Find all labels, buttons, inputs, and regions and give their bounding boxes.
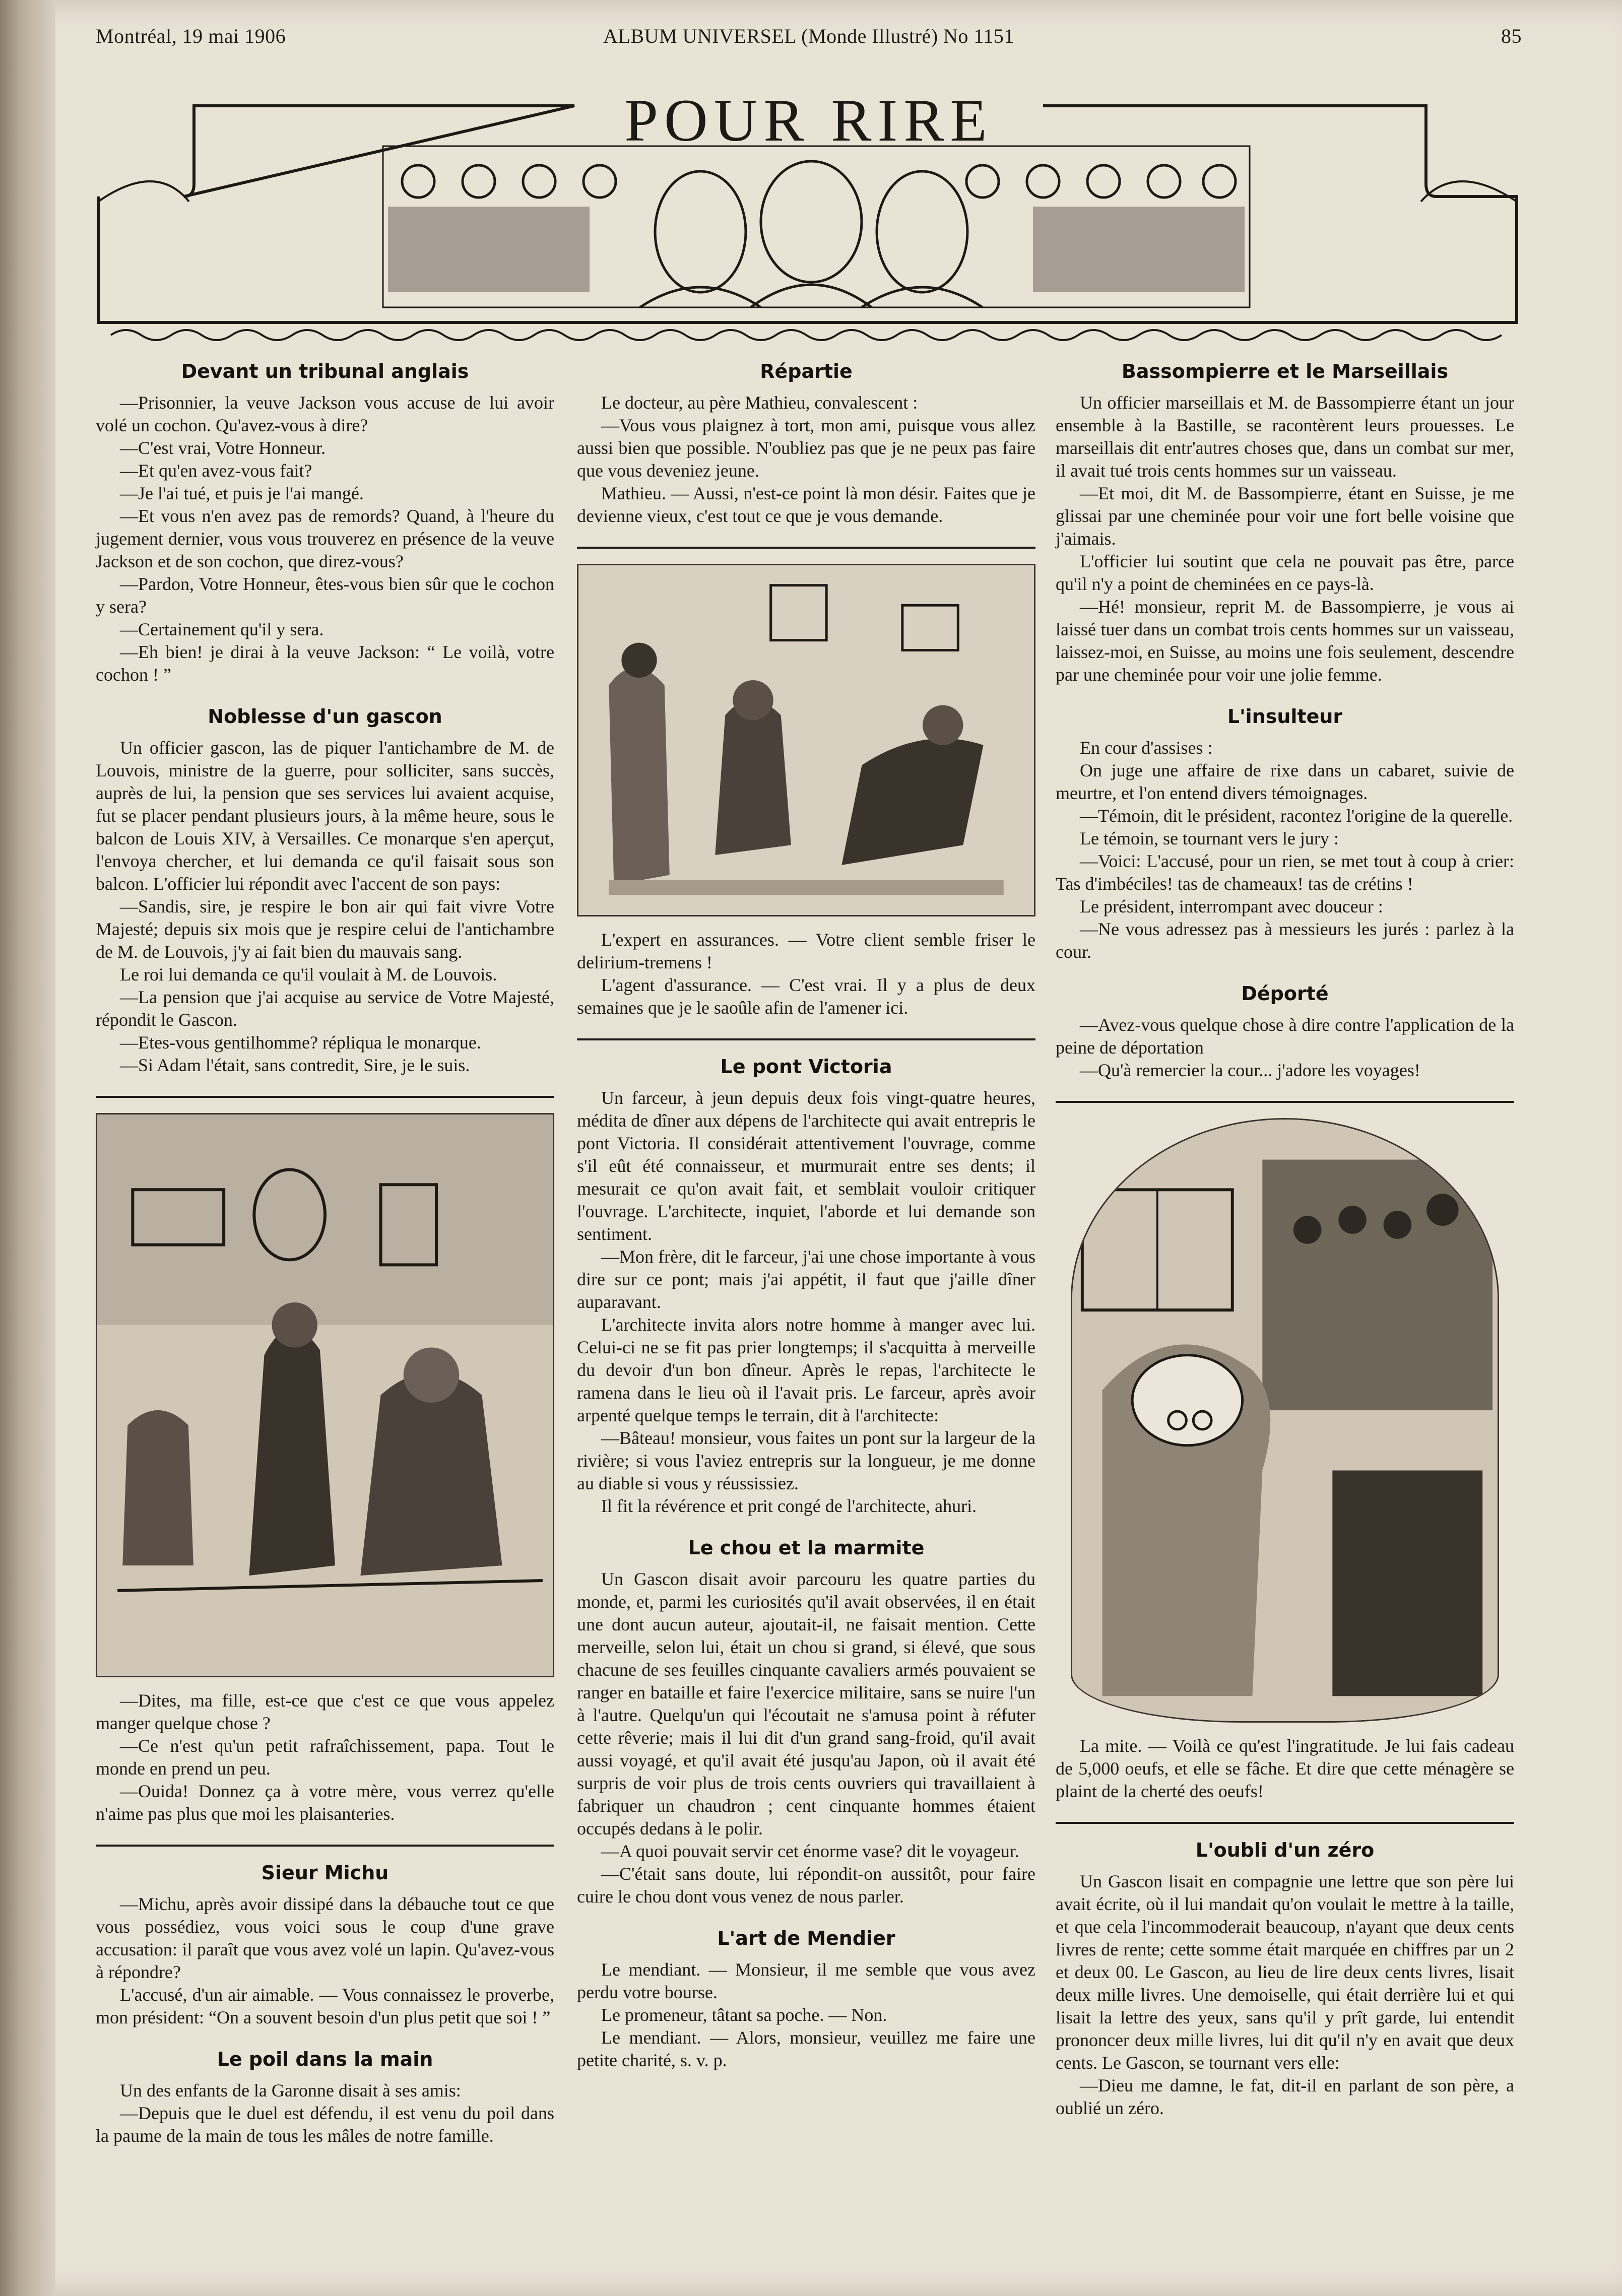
paragraph: —Dieu me damne, le fat, dit-il en parlant de son père, a oublié un zéro.	[1056, 2075, 1514, 2118]
header-date: Montréal, 19 mai 1906	[96, 25, 286, 47]
paragraph: Le promeneur, tâtant sa poche. — Non.	[601, 2005, 887, 2025]
divider-rule	[1056, 1822, 1514, 1824]
article-gascon	[96, 705, 554, 1077]
article-deporte	[1056, 982, 1514, 1082]
paragraph: —Depuis que le duel est défendu, il est venu du poil dans la paume de la main de tous les mâles de notre famille.	[96, 2103, 554, 2146]
divider-rule	[577, 547, 1035, 549]
illustration-dining-room	[96, 1113, 554, 1677]
paragraph: Il fit la révérence et prit congé de l'architecte, ahuri.	[601, 1496, 977, 1516]
article-title: L'insulteur	[1227, 705, 1343, 728]
paragraph: Un officier marseillais et M. de Bassompierre étant un jour ensemble à la Bastille, se racontèrent leurs prouesses. Le marseillais dit entr'autres choses que, dans un combat sur mer, il avait tué trois cents hommes sur un vaisseau.	[1056, 392, 1514, 481]
paragraph: —Dites, ma fille, est-ce que c'est ce que vous appelez manger quelque chose ?	[96, 1690, 554, 1733]
paragraph: Le président, interrompant avec douceur :	[1080, 896, 1383, 916]
paragraph: —Michu, après avoir dissipé dans la débauche tout ce que vous possédiez, vous voici sous le coup d'une grave accusation: il paraît que vous avez volé un lapin. Qu'avez-vous à répondre?	[96, 1894, 554, 1982]
paragraph: L'architecte invita alors notre homme à manger avec lui. Celui-ci ne se fit pas prier longtemps; il s'acquitta à merveille du devoir d'un bon dîneur. Après le repas, l'architecte le ramena dans le lieu où il l'avait pris. Le farceur, après avoir arpenté quelque temps le terrain, dit à l'architecte:	[577, 1315, 1035, 1425]
article-zero	[1056, 1839, 1514, 2120]
paragraph: Le mendiant. — Monsieur, il me semble que vous avez perdu votre bourse.	[577, 1959, 1035, 2002]
header-publication: ALBUM UNIVERSEL (Monde Illustré) No 1151	[603, 25, 1014, 47]
masthead-title: POUR RIRE	[624, 87, 993, 154]
paragraph: Un Gascon lisait en compagnie une lettre que son père lui avait écrite, où il lui mandait qu'on voulait le mettre à la taille, et que cela l'incommoderait beaucoup, n'ayant que deux cents livres de rente; cette somme était marquée en chiffres par un 2 et deux 00. Le Gascon, au lieu de lire deux cents livres, lisait deux mille livres. Une demoiselle, qui était derrière lui et qui lisait la lettre des yeux, sans qu'il y prît garde, lui entendit prononcer deux mille livres, lui dit qu'il n'y en avait que deux cents. Le Gascon, se tournant vers elle:	[1056, 1871, 1514, 2073]
paragraph: —Et vous n'en avez pas de remords? Quand, à l'heure du jugement dernier, vous vous trouverez en présence de la veuve Jackson et de son cochon, que direz-vous?	[96, 506, 554, 571]
article-title: Devant un tribunal anglais	[181, 360, 469, 382]
divider-rule	[1056, 1101, 1514, 1103]
paragraph: Un Gascon disait avoir parcouru les quatre parties du monde, et, parmi les curiosités qu'il avait observées, il en était une dont aucun auteur, ajoutait-il, ne faisait mention. Cette merveille, selon lui, était un chou si grand, si élevé, que sous chacune de ses feuilles cinquante cavaliers armés pouvaient se ranger en bataille et faire l'exercice militaire, sans se nuire l'un à l'autre. Quelqu'un qui l'écoutait ne s'amusa point à réfuter cette rêverie; mais il lui dit d'un grand sang-froid, qu'il avait aussi voyagé, et qu'il avait été jusqu'au Japon, où il avait été surpris de voir plus de trois cents ouvriers qui travaillaient à fabriquer un chaudron ; cent cinquante hommes étaient occupés dedans à le polir.	[577, 1569, 1035, 1839]
paragraph: Un des enfants de la Garonne disait à ses amis:	[120, 2080, 461, 2101]
paragraph: —Voici: L'accusé, pour un rien, se met tout à coup à crier: Tas d'imbéciles! tas de chameaux! tas de crétins !	[1056, 851, 1514, 894]
paragraph: Le roi lui demanda ce qu'il voulait à M. de Louvois.	[120, 964, 497, 985]
paragraph: L'agent d'assurance. — C'est vrai. Il y a plus de deux semaines que je le saoûle afin de l'amener ici.	[577, 975, 1035, 1018]
caption-insurance	[577, 929, 1035, 1019]
paragraph: Le docteur, au père Mathieu, convalescent :	[601, 392, 918, 413]
paragraph: Un farceur, à jeun depuis deux fois vingt-quatre heures, médita de dîner aux dépens de l'architecte qui avait entrepris le pont Victoria. Il considérait attentivement l'ouvrage, comme s'il eût été connaisseur, et murmurait entre ses dents; il mesurait ce qu'on avait fait, et semblait vouloir critiquer l'ouvrage. L'architecte, inquiet, l'aborde et lui demande son sentiment.	[577, 1088, 1035, 1244]
paragraph: —Etes-vous gentilhomme? répliqua le monarque.	[120, 1032, 481, 1053]
book-spine	[0, 0, 55, 2296]
paragraph: Un officier gascon, las de piquer l'antichambre de M. de Louvois, ministre de la guerre, pour solliciter, sans succès, auprès de lui, la pension que ses services lui avaient acquise, fut se placer pendant plusieurs jours, à la même heure, sous le balcon de Louis XIV, à Versailles. Ce monarque s'en aperçut, l'envoya chercher, et lui demanda ce qu'il faisait sous son balcon. L'officier lui répondit avec l'accent de son pays:	[96, 738, 554, 894]
paragraph: —Je l'ai tué, et puis je l'ai mangé.	[120, 483, 364, 503]
article-michu	[96, 1862, 554, 2029]
article-title: L'oubli d'un zéro	[1195, 1839, 1375, 1861]
illustration-insurance-office	[577, 564, 1035, 916]
paragraph: L'accusé, d'un air aimable. — Vous connaissez le proverbe, mon président: “On a souvent besoin d'un plus petit que soi ! ”	[96, 1985, 554, 2027]
divider-rule	[577, 1038, 1035, 1040]
running-header	[96, 24, 1522, 54]
paragraph: Mathieu. — Aussi, n'est-ce point là mon désir. Faites que je devienne vieux, c'est tout ce que je vous demande.	[577, 483, 1035, 526]
paragraph: —Et qu'en avez-vous fait?	[120, 461, 312, 481]
paragraph: L'officier lui soutint que cela ne pouvait pas être, parce qu'il n'y a point de cheminées en ce pays-là.	[1056, 551, 1514, 594]
paragraph: —Sandis, sire, je respire le bon air qui fait vivre Votre Majesté; depuis six mois que je respire celui de l'antichambre de M. de Louvois, j'y ai fait bien du mauvais sang.	[96, 896, 554, 962]
paragraph: —Certainement qu'il y sera.	[120, 619, 324, 639]
article-mendier	[577, 1927, 1035, 2072]
paragraph: —Et moi, dit M. de Bassompierre, étant en Suisse, je me glissai par une cheminée pour voir une fort belle voisine que j'aimais.	[1056, 483, 1514, 549]
article-bassompierre	[1056, 360, 1514, 686]
caption-dining-room	[96, 1689, 554, 1825]
paragraph: —C'était sans doute, lui répondit-on aussitôt, pour faire cuire le chou dont vous venez de nous parler.	[577, 1864, 1035, 1907]
paragraph: —Hé! monsieur, reprit M. de Bassompierre, je vous ai laissé tuer dans un combat trois cents hommes sur un vaisseau, laissez-moi, en Suisse, au moins une fois seulement, descendre par une cheminée pour voir une jolie femme.	[1056, 597, 1514, 685]
article-repartie	[577, 360, 1035, 528]
article-victoria	[577, 1056, 1035, 1518]
column-1	[96, 360, 554, 2167]
article-poil	[96, 2048, 554, 2147]
paragraph: —Eh bien! je dirai à la veuve Jackson: “ Le voilà, votre cochon ! ”	[96, 642, 554, 685]
caption-moth	[1056, 1735, 1514, 1803]
paragraph: —Si Adam l'était, sans contredit, Sire, je le suis.	[120, 1055, 470, 1075]
article-title: L'art de Mendier	[717, 1927, 895, 1949]
column-3	[1056, 360, 1514, 2139]
paragraph: —C'est vrai, Votre Honneur.	[120, 438, 326, 458]
header-page-number: 85	[1501, 25, 1522, 47]
paragraph: Le mendiant. — Alors, monsieur, veuillez me faire une petite charité, s. v. p.	[577, 2027, 1035, 2070]
article-tribunal	[96, 360, 554, 686]
paragraph: —Vous vous plaignez à tort, mon ami, puisque vous allez aussi bien que possible. N'oubliez pas que je ne peux pas faire que vous deveniez jeune.	[577, 415, 1035, 481]
paragraph: —Ouida! Donnez ça à votre mère, vous verrez qu'elle n'aime pas plus que moi les plaisanteries.	[96, 1781, 554, 1824]
paragraph: —A quoi pouvait servir cet énorme vase? dit le voyageur.	[601, 1841, 1019, 1861]
masthead	[96, 86, 1522, 348]
paragraph: L'expert en assurances. — Votre client semble friser le delirium-tremens !	[577, 930, 1035, 972]
article-title: Noblesse d'un gascon	[208, 705, 442, 728]
article-title: Sieur Michu	[261, 1862, 389, 1884]
paragraph: La mite. — Voilà ce qu'est l'ingratitude. Je lui fais cadeau de 5,000 oeufs, et elle se fâche. Et dire que cette ménagère se plaint de la cherté des oeufs!	[1056, 1736, 1514, 1801]
paragraph: —Prisonnier, la veuve Jackson vous accuse de lui avoir volé un cochon. Qu'avez-vous à dire?	[96, 392, 554, 435]
article-chou	[577, 1537, 1035, 1908]
divider-rule	[96, 1845, 554, 1847]
paragraph: On juge une affaire de rixe dans un cabaret, suivie de meurtre, et l'on entend divers témoignages.	[1056, 760, 1514, 803]
article-title: Déporté	[1241, 982, 1329, 1005]
article-title: Répartie	[760, 360, 853, 382]
paragraph: —Avez-vous quelque chose à dire contre l'application de la peine de déportation	[1056, 1015, 1514, 1058]
paragraph: —Mon frère, dit le farceur, j'ai une chose importante à vous dire sur ce pont; mais j'ai appétit, il faut que j'aille dîner auparavant.	[577, 1247, 1035, 1312]
paragraph: —Témoin, dit le président, racontez l'origine de la querelle.	[1080, 806, 1513, 826]
illustration-moth	[1071, 1118, 1499, 1723]
paragraph: —Bâteau! monsieur, vous faites un pont sur la largeur de la rivière; si vous l'aviez entrepris sur la longueur, je me donne au diable si vous y réussissiez.	[577, 1428, 1035, 1493]
paragraph: —La pension que j'ai acquise au service de Votre Majesté, répondit le Gascon.	[96, 987, 554, 1030]
article-title: Le poil dans la main	[217, 2048, 433, 2070]
paragraph: —Qu'à remercier la cour... j'adore les voyages!	[1080, 1060, 1420, 1080]
column-2	[577, 360, 1035, 2091]
paragraph: Le témoin, se tournant vers le jury :	[1080, 828, 1339, 848]
paragraph: —Ne vous adressez pas à messieurs les jurés : parlez à la cour.	[1056, 919, 1514, 962]
article-title: Bassompierre et le Marseillais	[1121, 360, 1449, 382]
divider-rule	[96, 1096, 554, 1098]
article-title: Le pont Victoria	[720, 1056, 892, 1078]
paragraph: —Pardon, Votre Honneur, êtes-vous bien sûr que le cochon y sera?	[96, 574, 554, 617]
article-insulteur	[1056, 705, 1514, 963]
article-title: Le chou et la marmite	[688, 1537, 925, 1559]
paragraph: —Ce n'est qu'un petit rafraîchissement, papa. Tout le monde en prend un peu.	[96, 1736, 554, 1779]
paragraph: En cour d'assises :	[1080, 738, 1213, 758]
